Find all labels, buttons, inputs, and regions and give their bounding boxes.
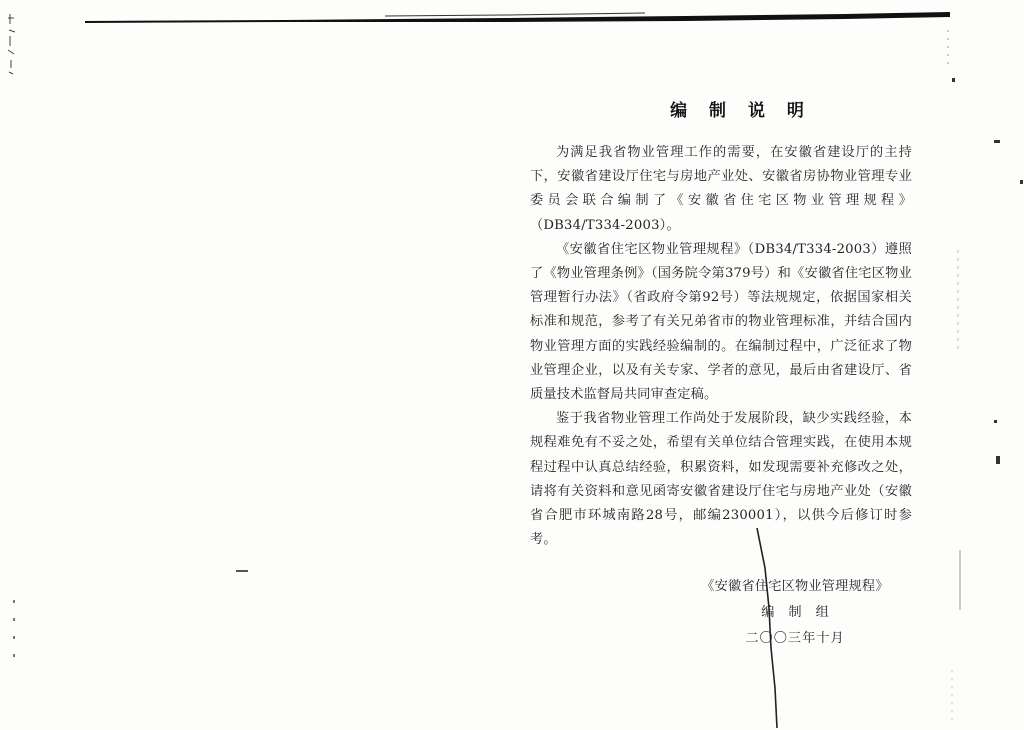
stray-mark [236, 570, 248, 572]
document-title: 编 制 说 明 [670, 101, 812, 121]
scan-artifacts-right [930, 30, 1024, 720]
scan-dots-left [12, 600, 16, 660]
signature-group: 编制组 [761, 605, 843, 620]
paragraph-purpose: 为满足我省物业管理工作的需要，在安徽省建设厅的主持下，安徽省建设厅住宅与房地产业处、安徽省房协物业管理专业委员会联合编制了《安徽省住宅区物业管理规程》（DB34/T334-2003）。 [530, 145, 912, 233]
document-body [530, 96, 912, 552]
margin-scribble [6, 10, 20, 80]
signature-block [690, 574, 900, 652]
paragraph-basis: 《安徽省住宅区物业管理规程》（DB34/T334-2003）遵照了《物业管理条例》（国务院令第379号）和《安徽省住宅区物业管理暂行办法》（省政府令第92号）等法规规定，依据国家相关标准和规范，参考了有关兄弟省市的物业管理标准，并结合国内物业管理方面的实践经验编制的。在编制过程中，广泛征求了物业管理企业，以及有关专家、学者的意见，最后由省建设厅、省质量技术监督局共同审查定稿。 [530, 241, 912, 403]
signature-date: 二〇〇三年十月 [745, 631, 845, 646]
signature-document-name: 《安徽省住宅区物业管理规程》 [701, 579, 889, 594]
paragraph-feedback: 鉴于我省物业管理工作尚处于发展阶段，缺少实践经验，本规程难免有不妥之处，希望有关单位结合管理实践，在使用本规程过程中认真总结经验，积累资料，如发现需要补充修改之处，请将有关资料和意见函寄安徽省建设厅住宅与房地产业处（安徽省合肥市环城南路28号，邮编230001），以供今后修订时参考。 [530, 411, 912, 548]
scanner-edge-streak [85, 10, 950, 24]
